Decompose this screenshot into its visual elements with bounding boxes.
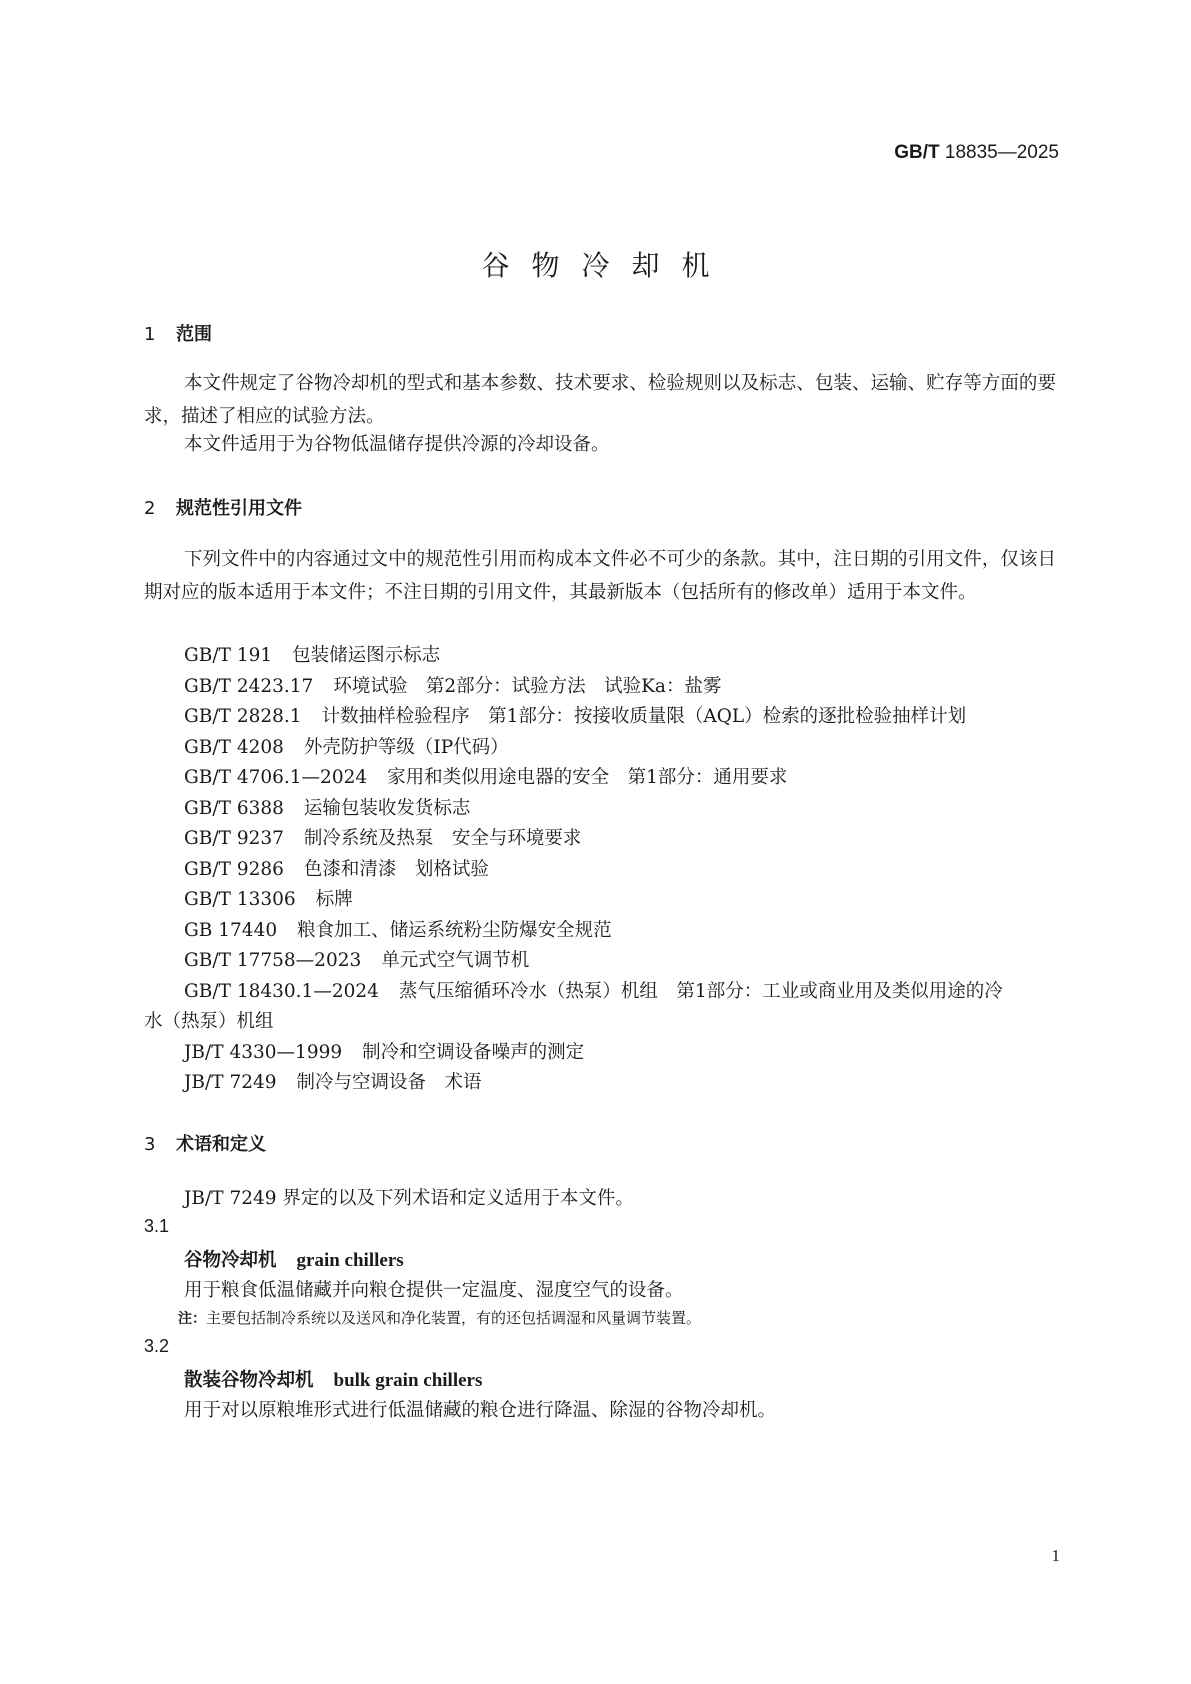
reference-item: [184, 1038, 584, 1064]
reference-continuation: 水（热泵）机组: [144, 1011, 274, 1032]
section-3-number: 3: [144, 1134, 156, 1155]
page-number: 1: [1051, 1546, 1060, 1565]
reference-item: [184, 885, 353, 911]
reference-item: [184, 672, 721, 698]
reference-item: [184, 946, 529, 972]
term-number: 3.2: [144, 1336, 170, 1356]
note-label: 注：: [178, 1311, 206, 1327]
standard-year: 18835—2025: [944, 142, 1059, 163]
reference-title: 运输包装收发货标志: [303, 798, 471, 819]
section-3-heading: [144, 1130, 266, 1156]
reference-item: [184, 916, 612, 942]
reference-code: GB/T 18430.1—2024: [184, 981, 379, 1002]
reference-item: [184, 641, 440, 667]
reference-code: GB/T 13306: [184, 889, 296, 910]
reference-title: 外壳防护等级（IP代码）: [303, 737, 509, 758]
section-3-title: 术语和定义: [176, 1134, 266, 1155]
reference-title: 计数抽样检验程序 第1部分：按接收质量限（AQL）检索的逐批检验抽样计划: [321, 706, 967, 727]
section-1-title: 范围: [176, 324, 212, 345]
reference-code: GB/T 2423.17: [184, 676, 314, 697]
standard-code: GB/T: [894, 142, 940, 163]
reference-code: GB/T 6388: [184, 798, 284, 819]
note-text: 主要包括制冷系统以及送风和净化装置，有的还包括调湿和风量调节装置。: [206, 1309, 702, 1327]
reference-code: GB/T 9286: [184, 859, 284, 880]
reference-item: [184, 855, 489, 881]
section-1-paragraph-1: 本文件规定了谷物冷却机的型式和基本参数、技术要求、检验规则以及标志、包装、运输、贮存等方面的要求，描述了相应的试验方法。: [144, 373, 1056, 427]
reference-code: GB/T 191: [184, 645, 273, 666]
reference-code: GB/T 17758—2023: [184, 950, 362, 971]
term-note: [178, 1307, 701, 1328]
reference-item: [184, 977, 1003, 1003]
reference-item: [184, 702, 966, 728]
reference-title: 色漆和清漆 划格试验: [303, 859, 489, 880]
term-heading: [184, 1246, 404, 1272]
term-en: grain chillers: [296, 1250, 404, 1271]
reference-title: 制冷系统及热泵 安全与环境要求: [303, 828, 582, 849]
reference-title: 家用和类似用途电器的安全 第1部分：通用要求: [387, 767, 788, 788]
term-definition: 用于粮食低温储藏并向粮仓提供一定温度、湿度空气的设备。: [184, 1280, 684, 1301]
section-1-heading: [144, 320, 212, 346]
reference-code: JB/T 7249: [184, 1072, 277, 1093]
reference-item: [184, 733, 509, 759]
reference-item: [184, 794, 470, 820]
reference-title: 单元式空气调节机: [381, 950, 530, 971]
reference-title: 制冷与空调设备 术语: [296, 1072, 482, 1093]
reference-item: [184, 763, 787, 789]
section-2-title: 规范性引用文件: [176, 498, 302, 519]
section-2-heading: [144, 494, 302, 520]
section-2-number: 2: [144, 498, 156, 519]
term-number: 3.1: [144, 1216, 170, 1236]
reference-code: GB/T 9237: [184, 828, 284, 849]
reference-code: GB/T 2828.1: [184, 706, 302, 727]
term-en: bulk grain chillers: [333, 1370, 483, 1391]
term-cn: 散装谷物冷却机: [184, 1370, 314, 1391]
reference-item: [184, 824, 581, 850]
term-cn: 谷物冷却机: [184, 1250, 277, 1271]
section-1-paragraph-2: 本文件适用于为谷物低温储存提供冷源的冷却设备。: [184, 434, 610, 455]
term-heading: [184, 1366, 482, 1392]
standard-number: [894, 142, 1059, 164]
term-definition: 用于对以原粮堆形式进行低温储藏的粮仓进行降温、除湿的谷物冷却机。: [184, 1400, 777, 1421]
section-2-intro: 下列文件中的内容通过文中的规范性引用而构成本文件必不可少的条款。其中，注日期的引用文件，仅该日期对应的版本适用于本文件；不注日期的引用文件，其最新版本（包括所有的修改单）适用于本文件。: [144, 549, 1056, 603]
section-1-number: 1: [144, 324, 156, 345]
reference-code: JB/T 4330—1999: [184, 1042, 343, 1063]
reference-code: GB 17440: [184, 920, 278, 941]
document-title: 谷物冷却机: [481, 249, 732, 282]
reference-title: 标牌: [315, 889, 353, 910]
reference-title: 蒸气压缩循环冷水（热泵）机组 第1部分：工业或商业用及类似用途的冷: [398, 981, 1003, 1002]
reference-title: 制冷和空调设备噪声的测定: [362, 1042, 585, 1063]
section-3-intro: JB/T 7249 界定的以及下列术语和定义适用于本文件。: [184, 1188, 634, 1209]
reference-code: GB/T 4208: [184, 737, 284, 758]
reference-item: [184, 1068, 482, 1094]
reference-title: 粮食加工、储运系统粉尘防爆安全规范: [297, 920, 612, 941]
reference-title: 环境试验 第2部分：试验方法 试验Ka：盐雾: [333, 676, 722, 697]
reference-title: 包装储运图示标志: [292, 645, 441, 666]
reference-code: GB/T 4706.1—2024: [184, 767, 368, 788]
